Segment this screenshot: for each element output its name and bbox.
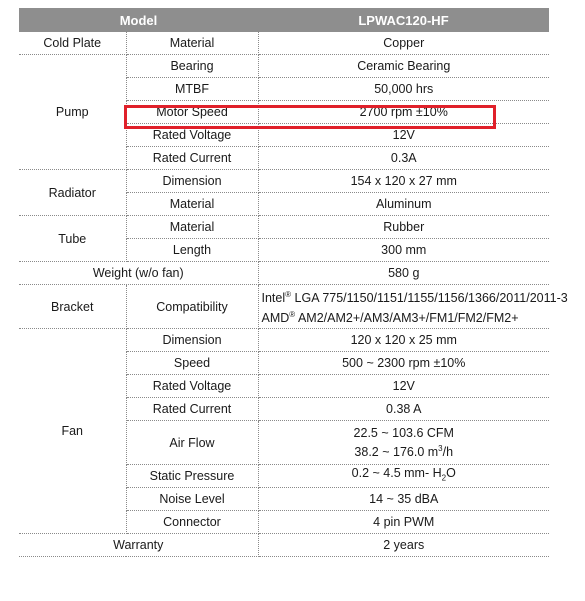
attr-label: MTBF (126, 78, 258, 101)
attr-label: Dimension (126, 329, 258, 352)
attr-label: Air Flow (126, 421, 258, 465)
attr-value: 2 years (258, 534, 549, 557)
attr-label: Length (126, 239, 258, 262)
airflow-value (258, 421, 549, 465)
compatibility-value (258, 285, 568, 329)
table-row (19, 55, 549, 78)
category-weight: Weight (w/o fan) (19, 262, 258, 285)
attr-value: Aluminum (258, 193, 549, 216)
attr-value: 500 ~ 2300 rpm ±10% (258, 352, 549, 375)
header-model-name: LPWAC120-HF (258, 8, 549, 32)
registered-mark: ® (289, 309, 296, 319)
attr-label: Rated Current (126, 147, 258, 170)
airflow-m3h-base: 38.2 ~ 176.0 m (354, 445, 439, 460)
attr-value: 2700 rpm ±10% (258, 101, 549, 124)
attr-value: 580 g (258, 262, 549, 285)
attr-label: Rated Voltage (126, 375, 258, 398)
attr-label: Dimension (126, 170, 258, 193)
intel-compat-line (261, 287, 568, 306)
attr-value: 4 pin PWM (258, 511, 549, 534)
category-fan: Fan (19, 329, 126, 534)
table-row (19, 329, 549, 352)
attr-label: Noise Level (126, 488, 258, 511)
attr-value: 0.3A (258, 147, 549, 170)
attr-label: Material (126, 216, 258, 239)
attr-value: 154 x 120 x 27 mm (258, 170, 549, 193)
table-row (19, 216, 549, 239)
attr-label: Motor Speed (126, 101, 258, 124)
attr-value: 300 mm (258, 239, 549, 262)
attr-value: 50,000 hrs (258, 78, 549, 101)
attr-value: 120 x 120 x 25 mm (258, 329, 549, 352)
category-bracket: Bracket (19, 285, 126, 329)
category-cold-plate: Cold Plate (19, 32, 126, 55)
amd-compat-line (262, 307, 550, 326)
airflow-m3h (259, 441, 550, 460)
table-row (19, 262, 549, 285)
intel-brand: Intel (261, 291, 286, 306)
attr-value: Ceramic Bearing (258, 55, 549, 78)
attr-label: Connector (126, 511, 258, 534)
registered-mark: ® (285, 290, 292, 300)
attr-value: Rubber (258, 216, 549, 239)
category-radiator: Radiator (19, 170, 126, 216)
attr-label: Material (126, 193, 258, 216)
pressure-tail: O (446, 466, 456, 481)
attr-value: 14 ~ 35 dBA (258, 488, 549, 511)
attr-label: Static Pressure (126, 465, 258, 488)
intel-sockets: LGA 775/1150/1151/1155/1156/1366/2011/2011-3 (291, 291, 568, 306)
pressure-sub: 2 (441, 473, 447, 483)
spec-table (19, 8, 568, 557)
attr-value: Copper (258, 32, 549, 55)
attr-label: Rated Voltage (126, 124, 258, 147)
table-row (19, 32, 549, 55)
attr-label: Material (126, 32, 258, 55)
table-row (19, 534, 549, 557)
category-warranty: Warranty (19, 534, 258, 557)
attr-value: 0.38 A (258, 398, 549, 421)
header-row (19, 8, 549, 32)
category-tube: Tube (19, 216, 126, 262)
attr-label: Speed (126, 352, 258, 375)
amd-brand: AMD (261, 310, 290, 325)
airflow-m3h-tail: /h (442, 445, 454, 460)
table-row (19, 285, 549, 329)
pressure-base: 0.2 ~ 4.5 mm- H (351, 466, 442, 481)
airflow-cfm: 22.5 ~ 103.6 CFM (353, 425, 454, 440)
attr-label: Rated Current (126, 398, 258, 421)
attr-value: 12V (258, 124, 549, 147)
attr-value: 12V (258, 375, 549, 398)
category-pump: Pump (19, 55, 126, 170)
attr-label: Bearing (126, 55, 258, 78)
attr-label: Compatibility (126, 285, 258, 329)
header-model: Model (19, 8, 258, 32)
table-row (19, 170, 549, 193)
airflow-m3h-sup: 3 (438, 443, 443, 453)
static-pressure-value (258, 465, 549, 488)
amd-sockets: AM2/AM2+/AM3/AM3+/FM1/FM2/FM2+ (295, 310, 519, 325)
